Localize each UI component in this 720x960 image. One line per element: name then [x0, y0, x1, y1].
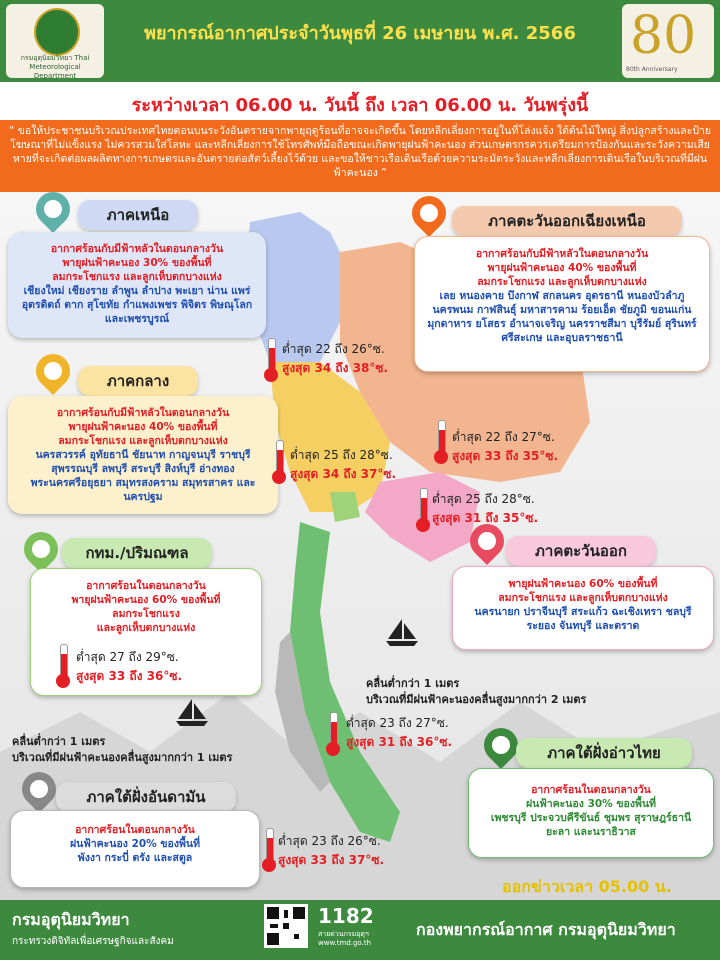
region-title-north: ภาคเหนือ	[78, 200, 198, 230]
south-andaman-low: ต่ำสุด 23 ถึง 26°ซ.	[278, 834, 381, 848]
thermometer-icon	[56, 644, 70, 688]
south-andaman-line2: ฝนฟ้าคะนอง 20% ของพื้นที่	[69, 838, 200, 850]
north-low: ต่ำสุด 22 ถึง 26°ซ.	[282, 342, 385, 356]
region-card-south-gulf	[468, 768, 714, 858]
south-gulf-line2: ฝนฟ้าคะนอง 30% ของพื้นที่	[525, 798, 656, 810]
south-andaman-line1: อากาศร้อนในตอนกลางวัน	[75, 824, 195, 836]
central-line1: อากาศร้อนกับมีฟ้าหลัวในตอนกลางวัน	[56, 407, 230, 419]
map-bangkok	[330, 492, 360, 522]
footer-ministry: กระทรวงดิจิทัลเพื่อเศรษฐกิจและสังคม	[12, 936, 174, 947]
boat-icon	[174, 697, 210, 727]
bangkok-line3: ลมกระโชกแรง	[112, 608, 180, 620]
forecast-period-text: ระหว่างเวลา 06.00 น. วันนี้ ถึง เวลา 06.00 น. วันพรุ่งนี้	[131, 95, 589, 116]
region-card-south-andaman	[10, 810, 260, 888]
gulf-wave-line1: คลื่นต่ำกว่า 1 เมตร	[366, 677, 460, 690]
andaman-wave-info	[12, 734, 232, 766]
footer-bar	[0, 900, 720, 960]
south-gulf-low: ต่ำสุด 23 ถึง 27°ซ.	[346, 716, 449, 730]
northeast-high: สูงสุด 33 ถึง 35°ซ.	[452, 449, 559, 463]
region-card-east	[452, 566, 714, 650]
tmd-logo	[6, 4, 104, 78]
header-bar	[0, 0, 720, 82]
advisory-banner: “ ขอให้ประชาชนบริเวณประเทศไทยตอนบนระวังอันตรายจากพายุฤดูร้อนที่อาจจะเกิดขึ้น โดยหลีกเลี่ยงการอยู่ในที่โล่งแจ้ง ใต้ต้นไม้ใหญ่ สิ่งปลูกสร้างและป้ายโฆษณาที่ไม่แข็งแรง ไม่ควรสวมใส่โลหะ และหลีกเลี่ยงการใช้โทรศัพท์มือถือขณะเกิดพายุฝนฟ้าคะนอง ส่วนเกษตรกรควรเตรียมการป้องกันและระวังความเสียหายที่จะเกิดต่อผลผลิตทางการเกษตรและอันตรายต่อสัตว์เลี้ยงไว้ด้วย และขอให้ชาวเรือเดินเรือด้วยความระมัดระวังและหลีกเลี่ยงการเดินเรือในบริเวณที่มีฝนฟ้าคะนอง ”	[0, 120, 720, 192]
bangkok-line1: อากาศร้อนในตอนกลางวัน	[86, 580, 206, 592]
northeast-provinces: เลย หนองคาย บึงกาฬ สกลนคร อุดรธานี หนองบัวลำภู นครพนม กาฬสินธุ์ มหาสารคาม ร้อยเอ็ด ชัยภูมิ ขอนแก่น มุกดาหาร ยโสธร อำนาจเจริญ นครราชสีมา บุรีรัมย์ สุรินทร์ ศรีสะเกษ และอุบลราชธานี	[427, 290, 697, 344]
anniversary-number: 80	[630, 6, 697, 66]
central-low: ต่ำสุด 25 ถึง 28°ซ.	[290, 448, 393, 462]
region-card-north	[8, 232, 266, 338]
northeast-line3: ลมกระโชกแรง	[477, 276, 545, 288]
thermometer-icon	[326, 712, 340, 756]
bangkok-temps	[76, 648, 182, 686]
northeast-line2: พายุฝนฟ้าคะนอง 40% ของพื้นที่	[487, 262, 637, 274]
tmd-seal-icon	[34, 8, 80, 56]
central-line2: พายุฝนฟ้าคะนอง 40% ของพื้นที่	[68, 421, 218, 433]
tmd-logo-text: กรมอุตุนิยมวิทยา Thai Meteorological Department	[20, 54, 90, 80]
gulf-wave-line2: บริเวณที่มีฝนฟ้าคะนองคลื่นสูงมากกว่า 2 เมตร	[366, 693, 587, 706]
page-title: พยากรณ์อากาศประจำวันพุธที่ 26 เมษายน พ.ศ. 2566	[144, 23, 576, 44]
northeast-temps	[452, 428, 558, 466]
gulf-wave-info	[366, 676, 586, 708]
north-line3: ลมกระโชกแรง	[52, 271, 120, 283]
footer-org: กรมอุตุนิยมวิทยา	[12, 910, 130, 929]
east-provinces: นครนายก ปราจีนบุรี สระแก้ว ฉะเชิงเทรา ชลบุรี ระยอง จันทบุรี และตราด	[474, 606, 692, 632]
region-title-central: ภาคกลาง	[78, 366, 198, 396]
northeast-line1: อากาศร้อนกับมีฟ้าหลัวในตอนกลางวัน	[475, 248, 649, 260]
andaman-wave-line2: บริเวณที่มีฝนฟ้าคะนองคลื่นสูงมากกว่า 1 เมตร	[12, 751, 233, 764]
northeast-line3b: และลูกเห็บตกบางแห่ง	[548, 276, 647, 288]
northeast-low: ต่ำสุด 22 ถึง 27°ซ.	[452, 430, 555, 444]
boat-icon	[384, 617, 420, 647]
anniversary-logo	[622, 4, 714, 78]
bangkok-line2: พายุฝนฟ้าคะนอง 60% ของพื้นที่	[71, 594, 221, 606]
region-card-central	[8, 396, 278, 514]
hotline-caption	[318, 930, 371, 948]
east-temps	[432, 490, 538, 528]
region-title-northeast: ภาคตะวันออกเฉียงเหนือ	[452, 206, 682, 236]
region-card-northeast	[414, 236, 710, 372]
qr-code-icon[interactable]	[264, 904, 308, 948]
bangkok-high: สูงสุด 33 ถึง 36°ซ.	[76, 669, 183, 683]
forecast-period	[0, 82, 720, 120]
east-low: ต่ำสุด 25 ถึง 28°ซ.	[432, 492, 535, 506]
bangkok-low: ต่ำสุด 27 ถึง 29°ซ.	[76, 650, 179, 664]
thermometer-icon	[264, 338, 278, 382]
central-provinces: นครสวรรค์ อุทัยธานี ชัยนาท กาญจนบุรี ราชบุรี สุพรรณบุรี ลพบุรี สระบุรี สิงห์บุรี อ่างทอง พระนครศรีอยุธยา สมุทรสงคราม สมุทรสาคร และนครปฐม	[30, 449, 256, 503]
thermometer-icon	[272, 440, 286, 484]
footer-division: กองพยากรณ์อากาศ กรมอุตุนิยมวิทยา	[416, 920, 676, 939]
north-line2: พายุฝนฟ้าคะนอง 30% ของพื้นที่	[62, 257, 212, 269]
central-high: สูงสุด 34 ถึง 37°ซ.	[290, 467, 397, 481]
south-gulf-temps	[346, 714, 452, 752]
north-line3b: และลูกเห็บตกบางแห่ง	[123, 271, 222, 283]
region-title-east: ภาคตะวันออก	[506, 536, 656, 566]
thermometer-icon	[262, 828, 276, 872]
south-gulf-provinces: เพชรบุรี ประจวบคีรีขันธ์ ชุมพร สุราษฎร์ธานี ยะลา และนราธิวาส	[490, 812, 692, 838]
issue-time: ออกข่าวเวลา 05.00 น.	[502, 877, 672, 896]
south-andaman-temps	[278, 832, 384, 870]
north-temps	[282, 340, 388, 378]
east-line2: พายุฝนฟ้าคะนอง 60% ของพื้นที่	[508, 578, 658, 590]
south-gulf-line1: อากาศร้อนในตอนกลางวัน	[531, 784, 651, 796]
region-title-south-andaman: ภาคใต้ฝั่งอันดามัน	[56, 782, 236, 812]
anniversary-caption: 80th Anniversary	[626, 66, 678, 73]
hotline-number: 1182	[318, 904, 374, 928]
east-high: สูงสุด 31 ถึง 35°ซ.	[432, 511, 539, 525]
east-line3b: และลูกเห็บตกบางแห่ง	[569, 592, 668, 604]
north-high: สูงสุด 34 ถึง 38°ซ.	[282, 361, 389, 375]
thermometer-icon	[416, 488, 430, 532]
hotline-sub2[interactable]: www.tmd.go.th	[318, 939, 371, 947]
central-line3: ลมกระโชกแรง	[58, 435, 126, 447]
south-andaman-provinces: พังงา กระบี่ ตรัง และสตูล	[77, 852, 193, 864]
central-line3b: และลูกเห็บตกบางแห่ง	[129, 435, 228, 447]
andaman-wave-line1: คลื่นต่ำกว่า 1 เมตร	[12, 735, 106, 748]
region-title-south-gulf: ภาคใต้ฝั่งอ่าวไทย	[516, 738, 692, 768]
region-title-bangkok: กทม./ปริมณฑล	[62, 538, 212, 568]
south-andaman-high: สูงสุด 33 ถึง 37°ซ.	[278, 853, 385, 867]
south-gulf-high: สูงสุด 31 ถึง 36°ซ.	[346, 735, 453, 749]
hotline-sub1: สายด่วนกรมอุตุฯ	[318, 930, 369, 938]
bangkok-line3b: และลูกเห็บตกบางแห่ง	[96, 622, 196, 634]
east-line3: ลมกระโชกแรง	[498, 592, 566, 604]
north-line1: อากาศร้อนกับมีฟ้าหลัวในตอนกลางวัน	[50, 243, 224, 255]
north-provinces: เชียงใหม่ เชียงราย ลำพูน ลำปาง พะเยา น่าน แพร่ อุตรดิตถ์ ตาก สุโขทัย กำแพงเพชร พิจิตร พิษณุโลก และเพชรบูรณ์	[21, 285, 253, 325]
thermometer-icon	[434, 420, 448, 464]
central-temps	[290, 446, 396, 484]
